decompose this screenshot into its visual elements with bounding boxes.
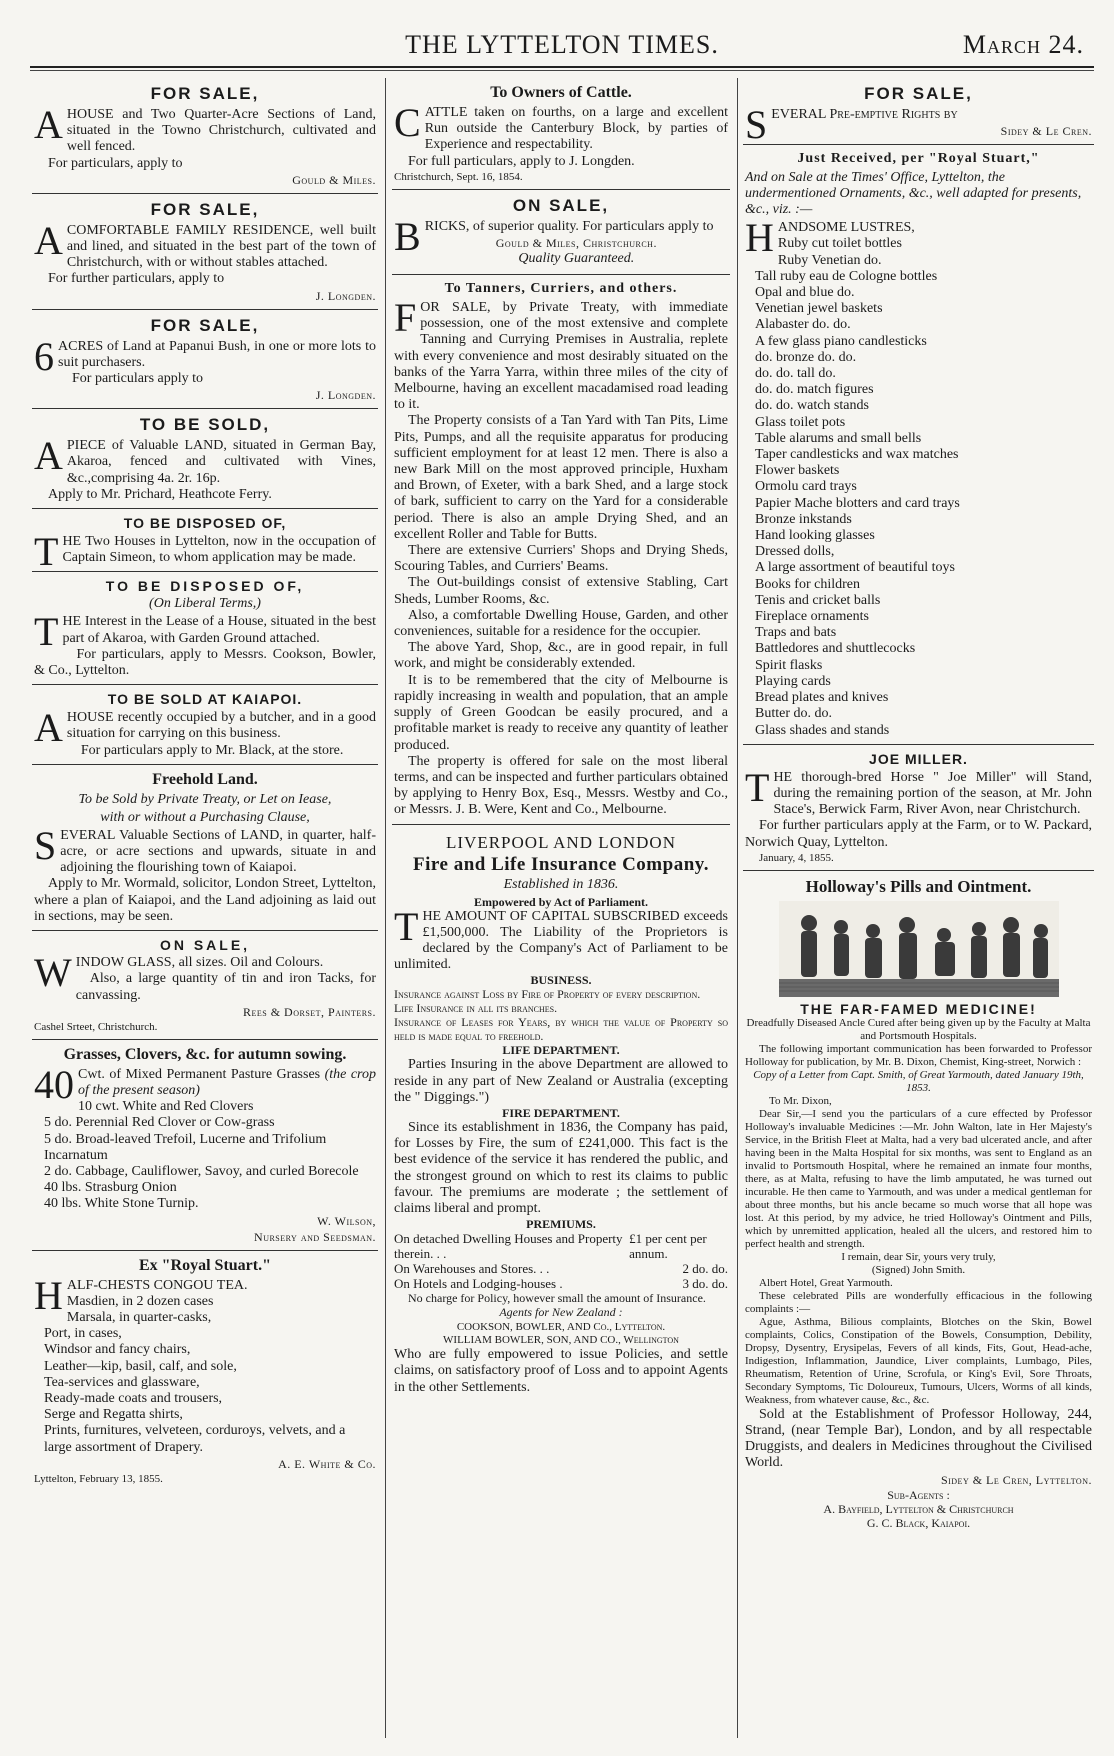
ad-owners-of-cattle [392, 78, 730, 190]
ad-paragraph: Parties Insuring in the above Department are allowed to reside in any part of New Zealand or Australia (excepting the " Diggings.") [394, 1057, 728, 1105]
list-item: Ruby cut toilet bottles [777, 236, 902, 252]
ad-holloways-pills [743, 871, 1094, 1535]
ad-heading: Holloway's Pills and Ointment. [805, 876, 1032, 896]
list-item: Marsala, in quarter-casks, [66, 1309, 212, 1325]
section-heading: PREMIUMS. [526, 1217, 596, 1232]
complaints-intro: These celebrated Pills are wonderfully efficacious in the following complaints :— [745, 1289, 1092, 1315]
list-item: 40 lbs. White Stone Turnip. [44, 1196, 199, 1212]
column-right [743, 78, 1094, 1738]
drop-cap: C [394, 100, 421, 145]
ad-ornaments [743, 145, 1094, 745]
ad-paragraph: There are extensive Curriers' Shops and Drying Sheds, Scouring Tables, and Curriers' Beams. [394, 543, 728, 575]
established: Established in 1836. [503, 876, 619, 892]
ad-paragraph: Sold at the Establishment of Professor Holloway, 244, Strand, (near Temple Bar), London, and by all respectable Druggists, and dealers in Medicines throughout the Civilised World. [745, 1406, 1092, 1471]
complaints-list: Ague, Asthma, Bilious complaints, Blotches on the Skin, Bowel complaints, Colics, Constipation of the Bowels, Consumption, Debility, Dropsy, Dysentry, Erysipelas, Fevers of all kinds, Fits, Gout, Head-ache, Indigestion, Inflammation, Jaundice, Liver complaints, Lumbago, Piles, Rheumatism, Retention of Urine, Scrofula, or King's Evil, Sore Throats, Secondary Symptoms, Tic Doloureux, Tumours, Ulcers, Worms of all kinds, Weakness, from whatever cause, &c., &c. [745, 1315, 1092, 1406]
ad-body: RICKS, of superior quality. For particulars apply to [424, 218, 714, 234]
drop-cap: H [745, 215, 774, 261]
list-item: Butter do. do. [755, 706, 832, 722]
ad-signature: W. Wilson, [317, 1213, 376, 1228]
premium-row [394, 1231, 728, 1261]
ad-body: ANDSOME LUSTRES, [777, 220, 915, 236]
ad-heading: TO BE SOLD AT KAIAPOI. [107, 691, 303, 708]
sub-agent: A. Bayfield, Lyttelton & Christchurch [823, 1501, 1014, 1516]
goods-list [34, 1294, 376, 1456]
ad-heading: TO BE DISPOSED OF, [105, 578, 305, 595]
list-item: do. do. watch stands [755, 398, 869, 414]
letter-close: I remain, dear Sir, yours very truly, [841, 1250, 996, 1263]
list-item: Papier Mache blotters and card trays [755, 495, 960, 511]
premium-value: 3 do. do. [682, 1276, 728, 1292]
drop-cap: A [34, 433, 63, 479]
ad-body: Apply to Mr. Wormald, solicitor, London Street, Lyttelton, where a plan of Kaiapoi, and the Land adjoining as laid out in sections, may be seen. [34, 876, 376, 924]
ad-heading: Freehold Land. [152, 770, 258, 788]
ad-window-glass [32, 931, 378, 1040]
ad-subheading: And on Sale at the Times' Office, Lyttelton, the undermentioned Ornaments, &c., well adapted for presents, &c., viz. :— [745, 170, 1082, 218]
ad-house-for-sale [32, 78, 378, 194]
drop-cap: A [34, 102, 63, 147]
ad-body: For full particulars, apply to J. Longden. [408, 153, 635, 169]
list-item: Table alarums and small bells [755, 430, 922, 446]
ad-signature: A. E. White & Co. [278, 1456, 376, 1471]
list-item: Spirit flasks [755, 657, 823, 673]
list-item: do. bronze do. do. [755, 349, 857, 365]
premium-row [394, 1276, 728, 1291]
ad-heading: Ex "Royal Stuart." [139, 1256, 271, 1274]
ad-house-kaiapoi [32, 685, 378, 765]
drop-cap: W [34, 950, 72, 996]
list-item: Venetian jewel baskets [755, 301, 883, 317]
list-item: Hand looking glasses [755, 528, 875, 544]
list-item: Dressed dolls, [755, 544, 835, 560]
ad-tanners-curriers [392, 275, 730, 825]
list-item: do. do. match figures [755, 382, 874, 398]
ad-land-german-bay [32, 409, 378, 509]
engraving-illustration [779, 901, 1059, 997]
section-heading: BUSINESS. [530, 973, 592, 988]
masthead-rule [30, 66, 1094, 68]
letter-copy: Copy of a Letter from Capt. Smith, of Great Yarmouth, dated January 19th, 1853. [753, 1068, 1084, 1094]
ad-heading: ON SALE, [159, 937, 251, 954]
ad-body: HE AMOUNT OF CAPITAL SUBSCRIBED exceeds £1,500,000. The Liability of the Proprietors is declared by the Company's Act of Parliament to be unlimited. [394, 908, 728, 973]
list-item: Ormolu card trays [755, 479, 857, 495]
ornaments-list [745, 236, 1092, 738]
drop-cap: H [34, 1272, 63, 1318]
company-name: Fire and Life Insurance Company. [413, 853, 709, 875]
ad-heading: TO BE SOLD, [139, 415, 271, 435]
drop-cap: A [34, 705, 63, 751]
premium-row [394, 1261, 728, 1276]
ad-subheading: To be Sold by Private Treaty, or Let on Iease, [78, 791, 332, 807]
ad-family-residence [32, 194, 378, 310]
premium-value: £1 per cent per annum. [629, 1231, 707, 1262]
ad-body: For particulars apply to [72, 371, 204, 387]
ad-body: For particulars, apply to [48, 155, 183, 171]
ad-paragraph: No charge for Policy, however small the amount of Insurance. [408, 1291, 706, 1306]
list-item: Flower baskets [755, 463, 840, 479]
sub-agent: G. C. Black, Kaiapoi. [866, 1515, 971, 1530]
ad-body: Also, a large quantity of tin and iron Tacks, for canvassing. [75, 971, 376, 1003]
ad-heading: To Tanners, Curriers, and others. [444, 281, 678, 297]
ad-heading: FOR SALE, [150, 199, 260, 219]
ad-body: Apply to Mr. Prichard, Heathcote Ferry. [48, 486, 272, 502]
list-item: Tall ruby eau de Cologne bottles [755, 268, 938, 284]
ad-acres-papanui [32, 310, 378, 410]
ad-body: HOUSE recently occupied by a butcher, and in a good situation for carrying on this business. [66, 710, 376, 742]
ad-signature: Nursery and Seedsman. [254, 1229, 376, 1244]
list-item: Fireplace ornaments [755, 609, 869, 625]
list-item: A large assortment of beautiful toys [755, 560, 955, 576]
drop-cap: T [34, 609, 59, 655]
ad-heading: FOR SALE, [864, 84, 973, 103]
ad-paragraph: The above Yard, Shop, &c., are in good repair, in full work, and might be considerably extended. [394, 640, 728, 672]
list-item: Alabaster do. do. [755, 317, 851, 333]
ad-signature: Sidey & Le Cren. [1000, 124, 1092, 139]
act-of-parliament: Empowered by Act of Parliament. [473, 894, 649, 909]
ad-paragraph: The property is offered for sale on the most liberal terms, and can be inspected and further particulars obtained by applying to Henry Box, Esq., Messrs. Westby and Co., or Messrs. J. B. Were, Kent and Co., Melbourne. [394, 753, 728, 818]
list-item: 5 do. Perennial Red Clover or Cow-grass [44, 1115, 275, 1131]
list-item: Port, in cases, [44, 1326, 122, 1342]
ad-signature: Rees & Dorset, Painters. [242, 1004, 376, 1019]
ad-date: Lyttelton, February 13, 1855. [34, 1472, 163, 1485]
seed-list [34, 1099, 376, 1212]
ad-body: Cwt. of Mixed Permanent Pasture Grasses [78, 1066, 321, 1082]
column-left [32, 78, 378, 1738]
drop-cap: S [745, 102, 768, 147]
business-item: Insurance against Loss by Fire of Property of every description. [394, 987, 701, 1002]
ad-body: ALF-CHESTS CONGOU TEA. [66, 1277, 248, 1293]
letter-to: To Mr. Dixon, [769, 1094, 832, 1107]
ad-signature: Gould & Miles. [292, 172, 376, 187]
agents-heading: Agents for New Zealand : [499, 1305, 623, 1320]
ad-joe-miller [743, 745, 1094, 871]
ad-body: EVERAL Pre-emptive Rights by [771, 107, 958, 122]
ad-body: INDOW GLASS, all sizes. Oil and Colours. [75, 955, 324, 971]
business-item: Insurance of Leases for Years, by which the value of Property so held is made equal to freehold. [394, 1015, 728, 1044]
list-item: Battledores and shuttlecocks [755, 641, 916, 657]
masthead-rule-thin [30, 70, 1094, 71]
column-divider [385, 78, 386, 1738]
letter-signed: (Signed) John Smith. [871, 1263, 966, 1276]
drop-cap: B [394, 213, 421, 259]
list-item: Ruby Venetian do. [777, 252, 882, 268]
ad-paragraph: It is to be remembered that the city of Melbourne is rapidly increasing in wealth and population, that an ample supply of Green Goodcan be easily procured, and a profitable market is ready to receive any quantity of leather produced. [394, 672, 728, 753]
ad-body: For further particulars apply at the Farm, or to W. Packard, Norwich Quay, Lyttelton. [745, 818, 1092, 850]
list-item: Glass toilet pots [755, 414, 846, 430]
ad-paragraph: Since its establishment in 1836, the Company has paid, for Losses by Fire, the sum of £241,000. This fact is the best evidence of the service it has rendered the public, and the strongest ground on which to rest its claims to public favour. The premiums are moderate ; the settlement of claims liberal and prompt. [394, 1119, 728, 1216]
list-item: 10 cwt. White and Red Clovers [78, 1099, 254, 1115]
drop-cap: T [34, 529, 59, 575]
list-item: Books for children [755, 576, 860, 592]
ad-paragraph: The Property consists of a Tan Yard with Tan Pits, Lime Pits, Pumps, and all the requisite apparatus for producing sufficient employment for at least 12 men. There is also a new Bark Mill on the most approved principle, Huxham and Brown, of Exeter, with a bark Shed, and a large stock of bark, sufficient to carry on the Yard for a considerable period. There is also an ample Drying Shed, and an excellent Roller and Table for Butts. [394, 413, 728, 542]
drop-cap: S [34, 822, 57, 868]
sub-agents-heading: Sub-Agents : [887, 1487, 950, 1502]
ad-royal-stuart-goods [32, 1251, 378, 1491]
masthead [30, 30, 1094, 64]
drop-cap: A [34, 217, 63, 263]
ad-lease-akaroa [32, 572, 378, 685]
list-item: Ready-made coats and trousers, [44, 1390, 223, 1406]
drop-cap: F [394, 295, 417, 341]
drop-cap: T [745, 764, 770, 810]
business-item: Life Insurance in all its branches. [394, 1001, 558, 1016]
list-item: Bread plates and knives [755, 690, 889, 706]
ad-body: OR SALE, by Private Treaty, with immediate possession, one of the most extensive and complete Tanning and Currying Premises in Australia, replete with every convenience and most desirably situated on the banks of the Yarra Yarra, within three miles of the city of Melbourne, having an excellent macadamised road leading to it. [394, 300, 728, 413]
ad-subheading: (On Liberal Terms,) [149, 596, 261, 612]
list-item: A few glass piano candlesticks [755, 333, 927, 349]
ad-paragraph: The Out-buildings consist of extensive Stabling, Cart Sheds, Lumber Rooms, &c. [394, 575, 728, 607]
ad-subheading: with or without a Purchasing Clause, [100, 809, 310, 825]
ad-two-houses [32, 509, 378, 575]
ad-body-italic: (the crop of the present season) [78, 1066, 376, 1098]
drop-cap: T [394, 903, 419, 949]
ad-body: For particulars apply to Mr. Black, at the store. [80, 742, 344, 758]
ad-intro: The following important communication has been forwarded to Professor Holloway for publication, by Mr. B. Dixon, Chemist, King-street, Norwich : [745, 1042, 1092, 1068]
ad-preemptive-rights [743, 78, 1094, 145]
ad-heading: FOR SALE, [150, 315, 260, 335]
section-heading: LIFE DEPARTMENT. [502, 1043, 620, 1058]
list-item: 2 do. Cabbage, Cauliflower, Savoy, and curled Borecole [44, 1163, 359, 1179]
list-item: do. do. tall do. [755, 366, 836, 382]
ad-intro: Dreadfully Diseased Ancle Cured after being given up by the Faculty at Malta and Portsmouth Hospitals. [746, 1016, 1091, 1042]
ad-paragraph: Also, a comfortable Dwelling House, Garden, and other conveniences, suitable for a residence for the occupier. [394, 607, 728, 640]
ad-heading: FOR SALE, [150, 84, 260, 103]
ad-heading: Grasses, Clovers, &c. for autumn sowing. [63, 1045, 347, 1063]
ad-heading: ON SALE, [512, 195, 610, 215]
ad-heading: TO BE DISPOSED OF, [123, 515, 287, 532]
premium-value: 2 do. do. [682, 1261, 728, 1277]
ad-address: Cashel Srteet, Christchurch. [34, 1020, 158, 1033]
list-item: Leather—kip, basil, calf, and sole, [44, 1358, 237, 1374]
premium-label: On Warehouses and Stores. . . [394, 1261, 550, 1277]
list-item: Prints, furnitures, velveteen, corduroys, velvets, and a large assortment of Drapery. [44, 1423, 346, 1455]
premium-label: On Hotels and Lodging-houses . [394, 1276, 563, 1292]
letter-address: Albert Hotel, Great Yarmouth. [759, 1276, 893, 1289]
list-item: 40 lbs. Strasburg Onion [44, 1180, 177, 1196]
list-item: Serge and Regatta shirts, [44, 1407, 183, 1423]
ad-note: Quality Guaranteed. [518, 251, 635, 267]
ad-liverpool-london-insurance [392, 825, 730, 1401]
list-item: 5 do. Broad-leaved Trefoil, Lucerne and Trifolium Incarnatum [44, 1131, 327, 1163]
ad-body: COMFORTABLE FAMILY RESIDENCE, well built and lined, and situated in the best part of the town of Christchurch, with or without stables attached. [66, 222, 376, 271]
issue-date: March 24. [962, 30, 1084, 59]
section-heading: FIRE DEPARTMENT. [502, 1105, 620, 1120]
ad-heading: LIVERPOOL AND LONDON [446, 832, 676, 852]
list-item: Playing cards [755, 673, 831, 689]
list-item: Glass shades and stands [755, 722, 890, 738]
ad-body: HE Interest in the Lease of a House, situated in the best part of Akaroa, with Garden Ground attached. [62, 614, 376, 646]
ad-signature: Gould & Miles, Christchurch. [495, 236, 657, 251]
ad-body: PIECE of Valuable LAND, situated in German Bay, Akaroa, fenced and cultivated with Vines, &c.,comprising 4a. 2r. 16p. [66, 438, 376, 486]
list-item: Bronze inkstands [755, 511, 852, 527]
premium-label: On detached Dwelling Houses and Property therein. . . [394, 1231, 623, 1262]
ad-heading: To Owners of Cattle. [490, 84, 632, 101]
list-item: Tenis and cricket balls [755, 592, 881, 608]
ad-signature: Sidey & Le Cren, Lyttelton. [940, 1472, 1092, 1487]
ad-date: Christchurch, Sept. 16, 1854. [394, 170, 523, 183]
agent: WILLIAM BOWLER, SON, AND CO., Wellington [443, 1334, 679, 1347]
list-item: Tea-services and glassware, [44, 1374, 200, 1390]
letter-body: Dear Sir,—I send you the particulars of a cure effected by Professor Holloway's invaluable Medicines :—Mr. John Walton, late in Her Majesty's Service, in the British Fleet at Malta, had a very bad ulcerated ancle, and after having been in the Malta Hospital for six months, was sent to England as an invalid to Portsmouth Hospital, where he remained an inmate four months, there, as at Malta, refusing to have the limb amputated, he was turned out incurable. He then came to Yarmouth, and was under a medical gentleman for about three months, but his ancle became so much worse that all hope was lost. At this period, by my advice, he tried Holloway's Ointment and Pills, which by unremitted application, healed all the ulcers, and restored him to perfect health and strength. [745, 1107, 1092, 1250]
list-item: Masdien, in 2 dozen cases [66, 1293, 214, 1309]
newspaper-title: THE LYTTELTON TIMES. [405, 30, 719, 59]
ad-signature: J. Longden. [315, 288, 376, 303]
drop-cap: 6 [34, 333, 54, 379]
banner: THE FAR-FAMED MEDICINE! [800, 1000, 1037, 1017]
ad-signature: J. Longden. [315, 388, 376, 403]
ad-body: EVERAL Valuable Sections of LAND, in quarter, half-acre, or acre sections and upwards, situate in and adjoining the flourishing town of Kaiapoi. [60, 827, 376, 876]
list-item: Traps and bats [755, 625, 837, 641]
column-divider [737, 78, 738, 1738]
drop-cap: 40 [34, 1061, 74, 1107]
ad-body: ACRES of Land at Papanui Bush, in one or more lots to suit purchasers. [58, 338, 376, 370]
ad-bricks [392, 190, 730, 275]
ad-body: For particulars, apply to Messrs. Cookson, Bowler, & Co., Lyttelton. [34, 646, 376, 679]
list-item: Windsor and fancy chairs, [44, 1342, 191, 1358]
ad-body: HE thorough-bred Horse " Joe Miller" will Stand, during the remaining portion of the season, at Mr. John Stace's, Berwick Farm, River Avon, near Christchurch. [773, 769, 1092, 818]
list-item: Taper candlesticks and wax matches [755, 447, 959, 463]
agent: COOKSON, BOWLER, AND Co., Lyttelton. [456, 1321, 666, 1334]
ad-freehold-land [32, 765, 378, 931]
ad-paragraph: Who are fully empowered to issue Policies, and settle claims, on satisfactory proof of Loss and to appoint Agents in the other Settlements. [394, 1347, 728, 1395]
column-middle [392, 78, 730, 1738]
ad-body: ATTLE taken on fourths, on a large and excellent Run outside the Canterbury Block, by parties of Experience and respectability. [424, 105, 728, 153]
ad-body: HE Two Houses in Lyttelton, now in the occupation of Captain Simeon, to whom application may be made. [62, 534, 376, 566]
ad-date: January, 4, 1855. [759, 851, 834, 864]
ad-grasses-clovers [32, 1040, 378, 1251]
ad-heading: JOE MILLER. [869, 750, 968, 767]
ad-body: For further particulars, apply to [48, 271, 225, 287]
list-item: Opal and blue do. [755, 285, 855, 301]
ad-heading: Just Received, per "Royal Stuart," [797, 151, 1040, 167]
ad-body: HOUSE and Two Quarter-Acre Sections of Land, situated in the Towno Christchurch, cultivated and well fenced. [66, 107, 376, 155]
